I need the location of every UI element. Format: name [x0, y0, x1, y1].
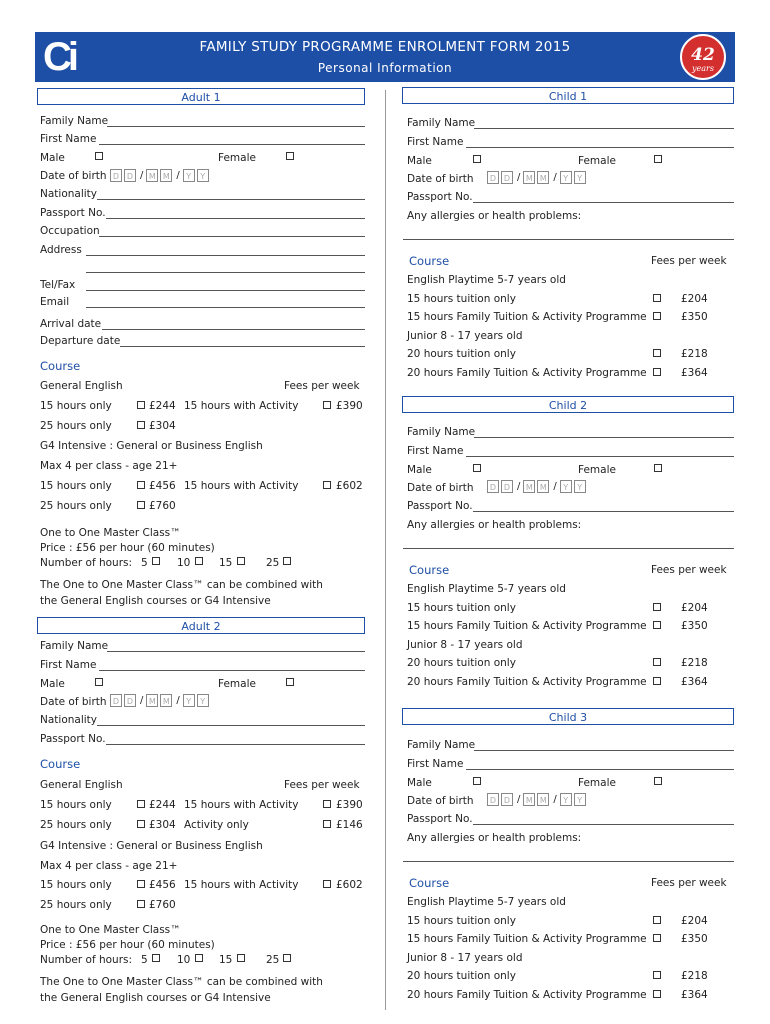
adult1-g4-15a-checkbox[interactable]	[323, 481, 331, 489]
adult2-o2o-hours-label: Number of hours:	[40, 954, 133, 966]
child1-pt15-checkbox[interactable]	[653, 294, 661, 302]
child3-jr20-checkbox[interactable]	[653, 971, 661, 979]
child1-jr20-label: 20 hours tuition only	[407, 348, 516, 360]
adult1-male-label: Male	[40, 152, 65, 164]
adult1-fees-header: Fees per week	[284, 380, 360, 392]
child3-first-name-field[interactable]	[466, 769, 734, 770]
adult2-o2o-price: Price : £56 per hour (60 minutes)	[40, 939, 215, 951]
adult1-general-english: General English	[40, 380, 123, 392]
adult1-occupation-label: Occupation	[40, 225, 100, 237]
child1-title: Child 1	[402, 87, 734, 104]
adult1-departure-field[interactable]	[120, 346, 365, 347]
adult1-telfax-field[interactable]	[86, 290, 365, 291]
adult1-g4-25-label: 25 hours only	[40, 500, 112, 512]
child3-pt15f-price: £350	[681, 933, 708, 945]
child3-jr20f-checkbox[interactable]	[653, 990, 661, 998]
adult2-g4-max: Max 4 per class - age 21+	[40, 860, 178, 872]
adult1-female-label: Female	[218, 152, 256, 164]
adult2-ge15-price: £244	[149, 799, 176, 811]
ci-logo: Ci	[43, 35, 75, 79]
adult2-o2o-note-2: the General English courses or G4 Intensive	[40, 992, 271, 1004]
child1-male-checkbox[interactable]	[473, 155, 481, 163]
child2-family-name-label: Family Name	[407, 426, 476, 438]
adult1-first-name-label: First Name	[40, 133, 97, 145]
child3-jr20f-label: 20 hours Family Tuition & Activity Programme	[407, 989, 647, 1001]
child1-pt15-label: 15 hours tuition only	[407, 293, 516, 305]
adult1-address-label: Address	[40, 244, 82, 256]
adult1-passport-field[interactable]	[106, 218, 365, 219]
adult1-email-label: Email	[40, 296, 70, 308]
adult2-g4-25-checkbox[interactable]	[137, 900, 145, 908]
adult2-g4-15a-checkbox[interactable]	[323, 880, 331, 888]
adult2-ge15a-checkbox[interactable]	[323, 800, 331, 808]
adult1-nationality-field[interactable]	[97, 199, 365, 200]
adult1-ge25-price: £304	[149, 420, 176, 432]
child3-junior-heading: Junior 8 - 17 years old	[407, 952, 523, 964]
child1-pt15f-checkbox[interactable]	[653, 312, 661, 320]
child2-course-heading: Course	[409, 563, 450, 577]
child2-junior-heading: Junior 8 - 17 years old	[407, 639, 523, 651]
child1-jr20f-checkbox[interactable]	[653, 368, 661, 376]
adult2-female-label: Female	[218, 678, 256, 690]
adult2-g4-15-price: £456	[149, 879, 176, 891]
adult1-g4-15-label: 15 hours only	[40, 480, 112, 492]
child2-dob-label: Date of birth	[407, 482, 474, 494]
adult2-g4-15-checkbox[interactable]	[137, 880, 145, 888]
child1-junior-heading: Junior 8 - 17 years old	[407, 330, 523, 342]
child2-allergies-label: Any allergies or health problems:	[407, 519, 582, 531]
adult2-o2o-opt-5: 5	[141, 954, 148, 966]
child1-family-name-label: Family Name	[407, 117, 476, 129]
adult1-o2o-note-1: The One to One Master Class™ can be combined with	[40, 579, 323, 591]
child1-dob-label: Date of birth	[407, 173, 474, 185]
child2-pt15-checkbox[interactable]	[653, 603, 661, 611]
child2-female-label: Female	[578, 464, 616, 476]
adult2-g4-15a-label: 15 hours with Activity	[184, 879, 299, 891]
badge-number: 42	[691, 45, 715, 65]
adult2-g4-15a-price: £602	[336, 879, 363, 891]
child3-dob-field[interactable]: D D / M M / Y Y	[487, 793, 588, 806]
adult1-female-checkbox[interactable]	[286, 152, 294, 160]
child2-first-name-label: First Name	[407, 445, 464, 457]
child3-passport-label: Passport No.	[407, 813, 473, 825]
adult2-o2o-5-checkbox[interactable]	[152, 954, 160, 962]
adult1-o2o-25-checkbox[interactable]	[283, 557, 291, 565]
child1-playtime-heading: English Playtime 5-7 years old	[407, 274, 566, 286]
adult1-o2o-10-checkbox[interactable]	[195, 557, 203, 565]
adult1-dob-label: Date of birth	[40, 170, 107, 182]
adult2-first-name-label: First Name	[40, 659, 97, 671]
adult1-g4-15-price: £456	[149, 480, 176, 492]
adult1-male-checkbox[interactable]	[95, 152, 103, 160]
child1-fees-header: Fees per week	[651, 255, 727, 267]
adult2-g4-heading: G4 Intensive : General or Business English	[40, 840, 263, 852]
adult2-o2o-opt-15: 15	[219, 954, 233, 966]
child1-jr20f-price: £364	[681, 367, 708, 379]
child3-pt15f-checkbox[interactable]	[653, 934, 661, 942]
adult1-passport-label: Passport No.	[40, 207, 106, 219]
child3-family-name-field[interactable]	[474, 750, 734, 751]
child1-pt15-price: £204	[681, 293, 708, 305]
child3-pt15-price: £204	[681, 915, 708, 927]
adult1-g4-heading: G4 Intensive : General or Business English	[40, 440, 263, 452]
adult2-first-name-field[interactable]	[99, 670, 365, 671]
adult1-o2o-opt-25: 25	[266, 557, 280, 569]
child3-playtime-heading: English Playtime 5-7 years old	[407, 896, 566, 908]
adult1-family-name-label: Family Name	[40, 115, 109, 127]
child1-jr20-price: £218	[681, 348, 708, 360]
child1-first-name-label: First Name	[407, 136, 464, 148]
badge-years: years	[692, 64, 714, 73]
child2-passport-label: Passport No.	[407, 500, 473, 512]
child3-jr20f-price: £364	[681, 989, 708, 1001]
child1-jr20-checkbox[interactable]	[653, 349, 661, 357]
adult1-g4-15-checkbox[interactable]	[137, 481, 145, 489]
adult2-family-name-field[interactable]	[107, 651, 365, 652]
adult2-o2o-opt-25: 25	[266, 954, 280, 966]
adult2-activity-label: Activity only	[184, 819, 249, 831]
adult1-g4-15a-price: £602	[336, 480, 363, 492]
adult1-g4-25-price: £760	[149, 500, 176, 512]
child2-jr20f-checkbox[interactable]	[653, 677, 661, 685]
child2-male-checkbox[interactable]	[473, 464, 481, 472]
adult2-ge15-checkbox[interactable]	[137, 800, 145, 808]
adult2-activity-checkbox[interactable]	[323, 820, 331, 828]
child1-allergies-label: Any allergies or health problems:	[407, 210, 582, 222]
adult2-title: Adult 2	[37, 617, 365, 634]
child1-family-name-field[interactable]	[474, 128, 734, 129]
adult2-dob-label: Date of birth	[40, 696, 107, 708]
adult2-fees-header: Fees per week	[284, 779, 360, 791]
adult2-passport-field[interactable]	[106, 744, 365, 745]
child1-allergies-field[interactable]	[403, 239, 734, 240]
child1-jr20f-label: 20 hours Family Tuition & Activity Programme	[407, 367, 647, 379]
child2-dob-field[interactable]: D D / M M / Y Y	[487, 480, 588, 493]
child2-family-name-field[interactable]	[474, 437, 734, 438]
adult2-ge15a-label: 15 hours with Activity	[184, 799, 299, 811]
child3-first-name-label: First Name	[407, 758, 464, 770]
child1-female-checkbox[interactable]	[654, 155, 662, 163]
child2-passport-field[interactable]	[473, 511, 734, 512]
adult1-ge15-label: 15 hours only	[40, 400, 112, 412]
adult1-family-name-field[interactable]	[107, 126, 365, 127]
adult2-ge25-label: 25 hours only	[40, 819, 112, 831]
child1-dob-field[interactable]: D D / M M / Y Y	[487, 171, 588, 184]
adult2-o2o-25-checkbox[interactable]	[283, 954, 291, 962]
adult1-o2o-5-checkbox[interactable]	[152, 557, 160, 565]
adult2-female-checkbox[interactable]	[286, 678, 294, 686]
child3-allergies-label: Any allergies or health problems:	[407, 832, 582, 844]
adult2-course-heading: Course	[40, 757, 81, 771]
column-divider	[385, 90, 386, 1010]
child2-male-label: Male	[407, 464, 432, 476]
child3-male-checkbox[interactable]	[473, 777, 481, 785]
adult1-title: Adult 1	[37, 88, 365, 105]
child3-female-label: Female	[578, 777, 616, 789]
child3-course-heading: Course	[409, 876, 450, 890]
adult2-activity-price: £146	[336, 819, 363, 831]
child2-jr20-label: 20 hours tuition only	[407, 657, 516, 669]
adult1-address-field[interactable]	[86, 255, 365, 256]
child2-pt15-label: 15 hours tuition only	[407, 602, 516, 614]
adult2-o2o-10-checkbox[interactable]	[195, 954, 203, 962]
child3-male-label: Male	[407, 777, 432, 789]
adult2-dob-field[interactable]: D D / M M / Y Y	[110, 694, 211, 707]
child1-passport-field[interactable]	[473, 202, 734, 203]
child1-male-label: Male	[407, 155, 432, 167]
form-header	[35, 32, 735, 82]
adult2-o2o-note-1: The One to One Master Class™ can be combined with	[40, 976, 323, 988]
child1-first-name-field[interactable]	[466, 147, 734, 148]
child3-title: Child 3	[402, 708, 734, 725]
child2-pt15f-label: 15 hours Family Tuition & Activity Programme	[407, 620, 647, 632]
adult1-o2o-note-2: the General English courses or G4 Intensive	[40, 595, 271, 607]
child1-course-heading: Course	[409, 254, 450, 268]
child3-pt15-label: 15 hours tuition only	[407, 915, 516, 927]
adult2-male-checkbox[interactable]	[95, 678, 103, 686]
adult2-g4-25-label: 25 hours only	[40, 899, 112, 911]
adult1-o2o-opt-10: 10	[177, 557, 191, 569]
child2-jr20-price: £218	[681, 657, 708, 669]
child3-dob-label: Date of birth	[407, 795, 474, 807]
adult2-g4-25-price: £760	[149, 899, 176, 911]
anniversary-badge	[680, 34, 726, 80]
adult1-ge15-price: £244	[149, 400, 176, 412]
adult1-g4-15a-label: 15 hours with Activity	[184, 480, 299, 492]
form-subtitle: Personal Information	[317, 61, 453, 75]
adult2-o2o-opt-10: 10	[177, 954, 191, 966]
child1-passport-label: Passport No.	[407, 191, 473, 203]
adult1-ge25-label: 25 hours only	[40, 420, 112, 432]
child3-pt15-checkbox[interactable]	[653, 916, 661, 924]
adult2-ge15a-price: £390	[336, 799, 363, 811]
child2-female-checkbox[interactable]	[654, 464, 662, 472]
adult2-o2o-heading: One to One Master Class™	[40, 924, 181, 936]
adult1-o2o-price: Price : £56 per hour (60 minutes)	[40, 542, 215, 554]
adult1-telfax-label: Tel/Fax	[40, 279, 76, 291]
adult1-ge15a-label: 15 hours with Activity	[184, 400, 299, 412]
adult2-male-label: Male	[40, 678, 65, 690]
adult1-o2o-hours-label: Number of hours:	[40, 557, 133, 569]
adult1-arrival-label: Arrival date	[40, 318, 102, 330]
child2-jr20f-price: £364	[681, 676, 708, 688]
adult1-ge15a-price: £390	[336, 400, 363, 412]
child3-jr20-label: 20 hours tuition only	[407, 970, 516, 982]
child2-pt15f-checkbox[interactable]	[653, 621, 661, 629]
child2-jr20f-label: 20 hours Family Tuition & Activity Programme	[407, 676, 647, 688]
adult1-o2o-15-checkbox[interactable]	[237, 557, 245, 565]
child1-female-label: Female	[578, 155, 616, 167]
child3-passport-field[interactable]	[473, 824, 734, 825]
adult2-family-name-label: Family Name	[40, 640, 109, 652]
child1-pt15f-label: 15 hours Family Tuition & Activity Programme	[407, 311, 647, 323]
adult2-passport-label: Passport No.	[40, 733, 106, 745]
adult1-ge15-checkbox[interactable]	[137, 401, 145, 409]
adult1-o2o-heading: One to One Master Class™	[40, 527, 181, 539]
child3-pt15f-label: 15 hours Family Tuition & Activity Programme	[407, 933, 647, 945]
adult1-arrival-field[interactable]	[102, 329, 365, 330]
child2-title: Child 2	[402, 396, 734, 413]
child2-fees-header: Fees per week	[651, 564, 727, 576]
adult1-course-heading: Course	[40, 359, 81, 373]
child3-allergies-field[interactable]	[403, 861, 734, 862]
child2-pt15f-price: £350	[681, 620, 708, 632]
child2-first-name-field[interactable]	[466, 456, 734, 457]
child2-playtime-heading: English Playtime 5-7 years old	[407, 583, 566, 595]
adult2-o2o-15-checkbox[interactable]	[237, 954, 245, 962]
adult2-general-english: General English	[40, 779, 123, 791]
adult1-o2o-opt-5: 5	[141, 557, 148, 569]
adult2-ge15-label: 15 hours only	[40, 799, 112, 811]
child3-fees-header: Fees per week	[651, 877, 727, 889]
form-title: FAMILY STUDY PROGRAMME ENROLMENT FORM 2015	[199, 39, 571, 55]
adult1-g4-max: Max 4 per class - age 21+	[40, 460, 178, 472]
adult1-ge15a-checkbox[interactable]	[323, 401, 331, 409]
child3-jr20-price: £218	[681, 970, 708, 982]
adult2-nationality-label: Nationality	[40, 714, 98, 726]
child3-family-name-label: Family Name	[407, 739, 476, 751]
adult1-ge25-checkbox[interactable]	[137, 421, 145, 429]
child2-allergies-field[interactable]	[403, 548, 734, 549]
child2-jr20-checkbox[interactable]	[653, 658, 661, 666]
adult2-ge25-price: £304	[149, 819, 176, 831]
adult2-ge25-checkbox[interactable]	[137, 820, 145, 828]
adult1-dob-field[interactable]: D D / M M / Y Y	[110, 169, 211, 182]
adult1-o2o-opt-15: 15	[219, 557, 233, 569]
adult1-g4-25-checkbox[interactable]	[137, 501, 145, 509]
adult2-nationality-field[interactable]	[97, 725, 365, 726]
adult1-address-field-2[interactable]	[86, 272, 365, 273]
child1-pt15f-price: £350	[681, 311, 708, 323]
child3-female-checkbox[interactable]	[654, 777, 662, 785]
adult1-occupation-field[interactable]	[99, 236, 365, 237]
adult1-email-field[interactable]	[86, 307, 365, 308]
adult1-first-name-field[interactable]	[99, 144, 365, 145]
child2-pt15-price: £204	[681, 602, 708, 614]
adult1-departure-label: Departure date	[40, 335, 121, 347]
adult2-g4-15-label: 15 hours only	[40, 879, 112, 891]
adult1-nationality-label: Nationality	[40, 188, 98, 200]
